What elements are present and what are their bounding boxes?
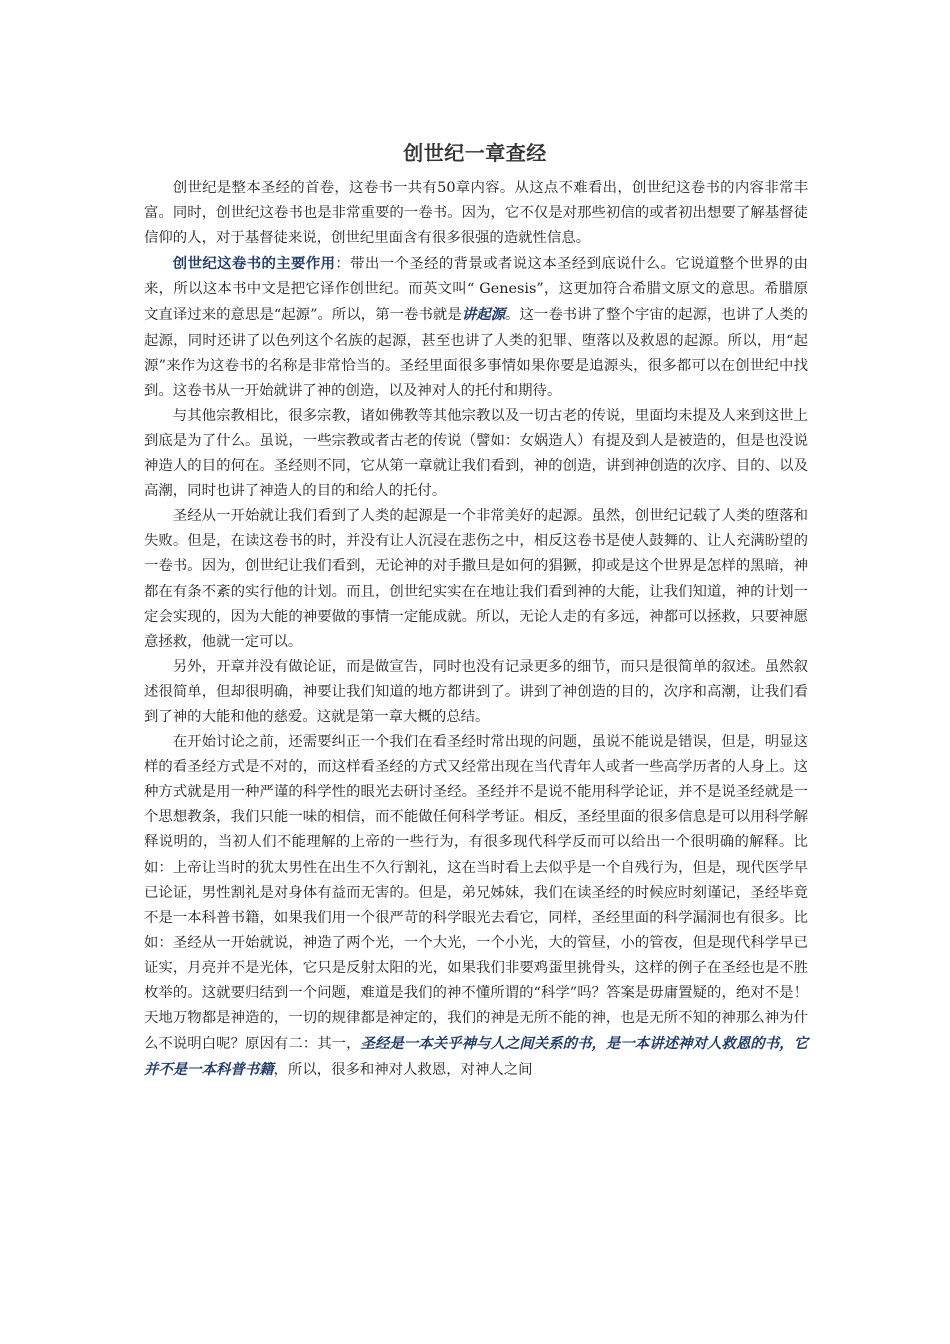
highlight-heading: 创世纪这卷书的主要作用 [172, 255, 336, 273]
paragraph-chapter-summary: 另外，开章并没有做论证，而是做宣告，同时也没有记录更多的细节，而只是很简单的叙述。虽然叙述很简单，但却很明确，神要让我们知道的地方都讲到了。讲到了神创造的目的，次序和高潮，让我们看到了神的大能和他的慈爱。这就是第一章大概的总结。 [144, 658, 808, 725]
paragraph-science-discussion [144, 730, 808, 1083]
highlight-emphasis: 圣经是一本关乎神与人之间关系的书，是一本讲述神对人救恩的书，它并不是一本科普书籍 [144, 1035, 808, 1079]
paragraph-main-purpose [144, 251, 808, 404]
highlight-emphasis: 讲起源 [461, 306, 506, 324]
paragraph-intro: 创世纪是整本圣经的首卷，这卷书一共有50章内容。从这点不难看出，创世纪这卷书的内容非常丰富。同时，创世纪这卷书也是非常重要的一卷书。因为，它不仅是对那些初信的或者初出想要了解基督徒信仰的人，对于基督徒来说，创世纪里面含有很多很强的造就性信息。 [144, 180, 808, 247]
paragraph-text: ：带出一个圣经的背景或者说这本圣经到底说什么。它说道整个世界的由来，所以这本书中文是把它译作创世纪。而英文叫“ Genesis”，这更加符合希腊文原文的意思。希腊原文直译过来的意思是“起源”。所以，第一卷书就是 [144, 256, 808, 324]
paragraph-text: ，所以，很多和神对人救恩，对神人之间 [273, 1062, 533, 1079]
paragraph-text: 。这一卷书讲了整个宇宙的起源，也讲了人类的起源，同时还讲了以色列这个名族的起源，甚至也讲了人类的犯罪、堕落以及救恩的起源。所以，用“起源”来作为这卷书的名称是非常恰当的。圣经里面很多事情如果你要是追源头，很多都可以在创世纪中找到。这卷书从一开始就讲了神的创造，以及神对人的托付和期待。 [144, 307, 808, 399]
paragraph-other-religions: 与其他宗教相比，很多宗教，诸如佛教等其他宗教以及一切古老的传说，里面均未提及人来到这世上到底是为了什么。虽说，一些宗教或者古老的传说（譬如：女娲造人）有提及到人是被造的，但是也没说神造人的目的何在。圣经则不同，它从第一章就让我们看到，神的创造，讲到神创造的次序、目的、以及高潮，同时也讲了神造人的目的和给人的托付。 [144, 407, 808, 500]
paragraph-origin-of-mankind: 圣经从一开始就让我们看到了人类的起源是一个非常美好的起源。虽然，创世纪记载了人类的堕落和失败。但是，在读这卷书的时，并没有让人沉浸在悲伤之中，相反这卷书是使人鼓舞的、让人充满盼望的一卷书。因为，创世纪让我们看到，无论神的对手撒旦是如何的猖獗，抑或是这个世界是怎样的黑暗，神都在有条不紊的实行他的计划。而且，创世纪实实在在地让我们看到神的大能，让我们知道，神的计划一定会实现的，因为大能的神要做的事情一定能成就。所以，无论人走的有多远，神都可以拯救，只要神愿意拯救，他就一定可以。 [144, 508, 808, 650]
document-body [144, 176, 808, 1083]
paragraph-text: 在开始讨论之前，还需要纠正一个我们在看圣经时常出现的问题，虽说不能说是错误，但是，明显这样的看圣经方式是不对的，而这样看圣经的方式又经常出现在当代青年人或者一些高学历者的人身上。这种方式就是用一种严谨的科学性的眼光去研讨圣经。圣经并不是说不能用科学论证，并不是说圣经就是一个思想教条，我们只能一味的相信，而不能做任何科学考证。相反，圣经里面的很多信息是可以用科学解释说明的，当初人们不能理解的上帝的一些行为，有很多现代科学反而可以给出一个很明确的解释。比如：上帝让当时的犹太男性在出生不久行割礼，这在当时看上去似乎是一个自残行为，但是，现代医学早已论证，男性割礼是对身体有益而无害的。但是，弟兄姊妹，我们在读圣经的时候应时刻谨记，圣经毕竟不是一本科普书籍，如果我们用一个很严苛的科学眼光去看它，同样，圣经里面的科学漏洞也有很多。比如：圣经从一开始就说，神造了两个光，一个大光，一个小光，大的管昼，小的管夜，但是现代科学早已证实，月亮并不是光体，它只是反射太阳的光，如果我们非要鸡蛋里挑骨头，这样的例子在圣经也是不胜枚举的。这就要归结到一个问题，难道是我们的神不懂所谓的“科学”吗？答案是毋庸置疑的，绝对不是！天地万物都是神造的，一切的规律都是神定的，我们的神是无所不能的神，也是无所不知的神那么神为什么不说明白呢？原因有二：其一， [144, 734, 808, 1053]
page-title: 创世纪一章查经 [403, 141, 547, 165]
